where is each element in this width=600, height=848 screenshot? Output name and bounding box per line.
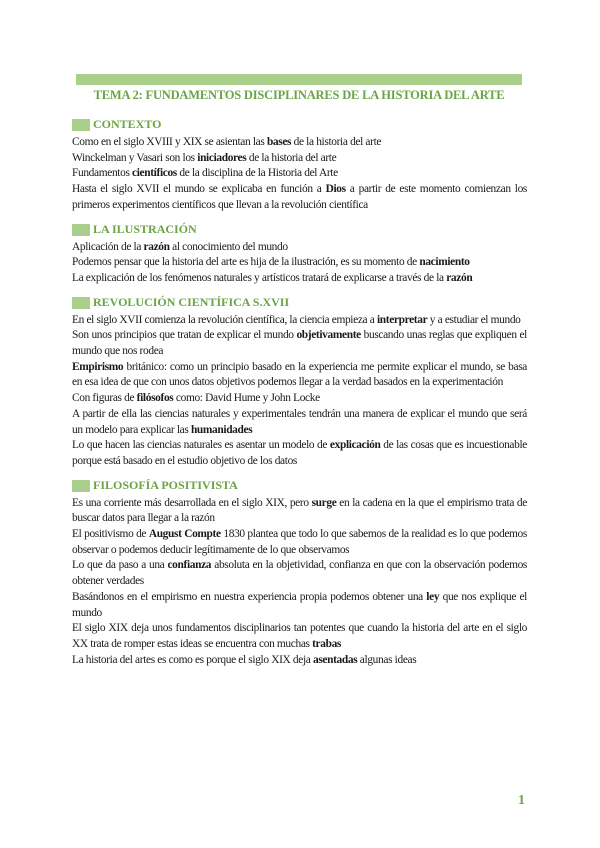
section-revolucion-cientifica — [72, 295, 527, 470]
paragraph: Aplicación de la razón al conocimiento del mundo — [72, 240, 288, 253]
paragraph: A partir de ella las ciencias naturales y experimentales tendrán una manera de explicar el mundo que será un modelo para explicar las humanidades — [72, 407, 527, 436]
paragraph: Son unos principios que tratan de explicar el mundo objetivamente buscando unas reglas que expliquen el mundo que nos rodea — [72, 329, 527, 358]
paragraph: Lo que da paso a una confianza absoluta en la objetividad, confianza en que con la observación podemos obtener verdades — [72, 559, 528, 588]
heading-text: CONTEXTO — [93, 117, 162, 131]
paragraph: La explicación de los fenómenos naturales y artísticos tratará de explicarse a través de la razón — [72, 271, 473, 284]
paragraph: Winckelman y Vasari son los iniciadores de la historia del arte — [72, 151, 337, 164]
paragraph: Lo que hacen las ciencias naturales es asentar un modelo de explicación de las cosas que es incuestionable porque está basado en el estudio objetivo de los datos — [72, 439, 527, 467]
paragraph: La historia del artes es como es porque el siglo XIX deja asentadas algunas ideas — [72, 653, 417, 666]
heading-text: FILOSOFÍA POSITIVISTA — [93, 477, 238, 492]
section-heading — [72, 295, 527, 311]
paragraph: Con figuras de filósofos como: David Hume y John Locke — [72, 392, 320, 405]
bold-term: Dios — [325, 183, 346, 196]
bold-term: iniciadores — [197, 151, 247, 164]
section-ilustracion — [72, 222, 527, 287]
bold-term: explicación — [329, 439, 381, 452]
bold-term: bases — [266, 136, 292, 148]
bold-term: ley — [426, 590, 440, 603]
paragraph: Empirismo británico: como un principio basado en la experiencia me permite explicar el mundo, se basa en esa idea de que con unos datos objetivos podemos llegar a la verdad basados en la experimentación — [72, 360, 527, 389]
bold-term: humanidades — [190, 423, 253, 436]
section-heading — [72, 222, 527, 238]
page-number: 1 — [518, 793, 525, 808]
heading-text: REVOLUCIÓN CIENTÍFICA S.XVII — [93, 294, 290, 309]
paragraph: Podemos pensar que la historia del arte es hija de la ilustración, es su momento de nacimiento — [72, 256, 470, 269]
bold-term: August Compte — [148, 528, 221, 541]
heading-marker — [72, 480, 90, 492]
page-title: TEMA 2: FUNDAMENTOS DISCIPLINARES DE LA HISTORIA DEL ARTE — [93, 88, 505, 102]
section-heading — [72, 117, 527, 133]
bold-term: filósofos — [136, 392, 174, 405]
paragraph: El siglo XIX deja unos fundamentos disciplinarios tan potentes que cuando la historia del arte en el siglo XX trata de romper estas ideas se encuentra con muchas trabas — [72, 622, 527, 650]
paragraph: El positivismo de August Compte 1830 plantea que todo lo que sabemos de la realidad es lo que podemos observar o podemos deducir legítimamente de lo que observamos — [72, 528, 527, 556]
heading-text: LA ILUSTRACIÓN — [93, 221, 197, 236]
heading-marker — [72, 297, 90, 309]
paragraph: Basándonos en el empirismo en nuestra experiencia propia podemos obtener una ley que nos explique el mundo — [72, 590, 527, 619]
paragraph: Hasta el siglo XVII el mundo se explicaba en función a Dios a partir de este momento comienzan los primeros experimentos científicos que llevan a la revolución científica — [72, 183, 527, 211]
bold-term: confianza — [167, 559, 212, 572]
section-contexto — [72, 117, 527, 214]
bold-term: objetivamente — [296, 329, 361, 342]
bold-term: científicos — [132, 167, 177, 180]
header-bar — [76, 74, 522, 85]
bold-term: razón — [143, 240, 170, 253]
paragraph: Como en el siglo XVIII y XIX se asientan las bases de la historia del arte — [72, 136, 382, 148]
heading-marker — [72, 119, 90, 131]
document-body — [72, 117, 527, 668]
bold-term: asentadas — [312, 653, 358, 666]
bold-term: trabas — [312, 637, 342, 650]
paragraph: Es una corriente más desarrollada en el siglo XIX, pero surge en la cadena en la que el empirismo trata de buscar datos para llegar a la razón — [72, 496, 527, 525]
section-filosofia-positivista — [72, 478, 527, 669]
bold-term: Empirismo — [72, 360, 124, 373]
bold-term: interpretar — [376, 313, 428, 326]
bold-term: surge — [311, 496, 337, 509]
heading-marker — [72, 224, 90, 236]
bold-term: nacimiento — [419, 256, 470, 269]
paragraph: En el siglo XVII comienza la revolución científica, la ciencia empieza a interpretar y a estudiar el mundo — [72, 313, 521, 326]
bold-term: razón — [446, 271, 473, 284]
paragraph: Fundamentos científicos de la disciplina de la Historia del Arte — [72, 167, 338, 180]
section-heading — [72, 478, 527, 494]
